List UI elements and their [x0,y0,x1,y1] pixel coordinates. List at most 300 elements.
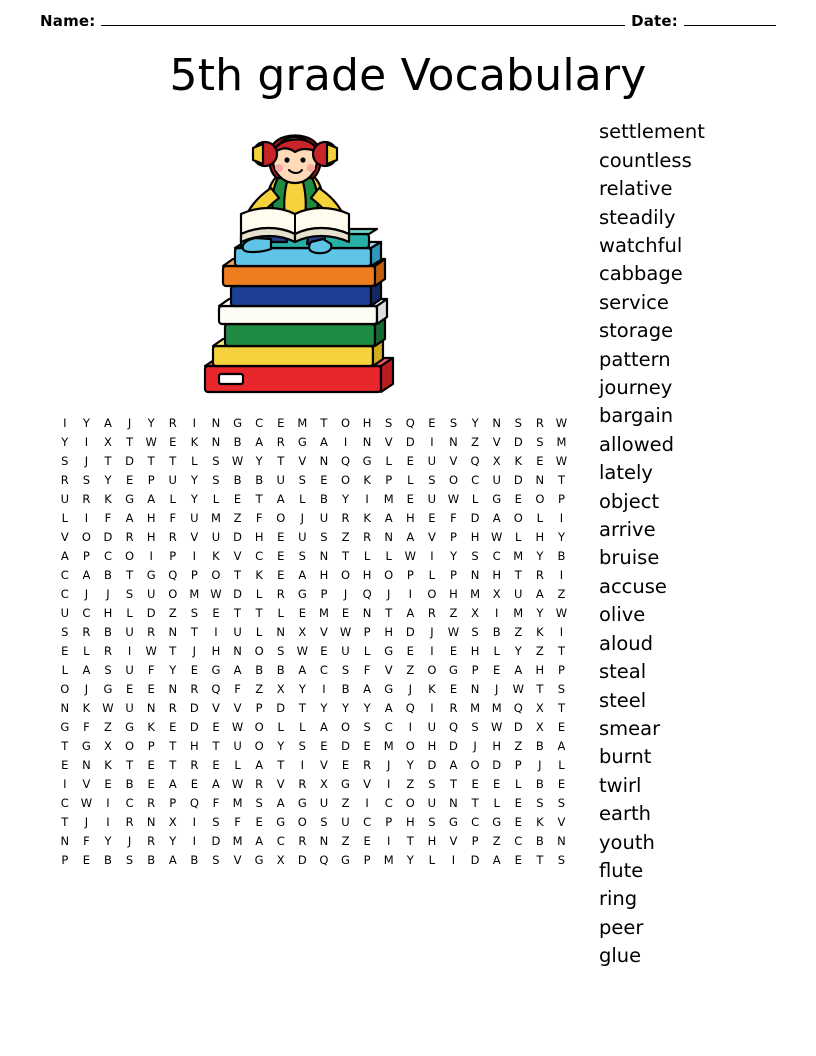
grid-cell[interactable]: B [492,625,501,640]
grid-cell[interactable]: C [82,606,91,621]
grid-cell[interactable]: A [125,511,134,526]
grid-cell[interactable]: V [60,530,69,545]
grid-cell[interactable]: V [449,834,458,849]
grid-cell[interactable]: E [277,416,285,431]
grid-cell[interactable]: U [341,644,350,659]
grid-cell[interactable]: T [104,454,112,469]
grid-cell[interactable]: T [61,815,69,830]
grid-cell[interactable]: W [145,644,157,659]
grid-cell[interactable]: L [61,663,68,678]
grid-cell[interactable]: A [104,416,112,431]
grid-cell[interactable]: S [536,796,544,811]
grid-cell[interactable]: G [297,435,307,450]
grid-cell[interactable]: N [168,682,178,697]
grid-cell[interactable]: J [84,682,89,697]
grid-cell[interactable]: R [125,530,134,545]
grid-cell[interactable]: R [535,568,544,583]
grid-cell[interactable]: N [319,454,329,469]
grid-cell[interactable]: K [255,568,263,583]
grid-cell[interactable]: E [147,682,155,697]
grid-cell[interactable]: G [254,853,264,868]
grid-cell[interactable]: A [255,758,264,773]
grid-cell[interactable]: N [60,701,70,716]
grid-cell[interactable]: I [430,549,434,564]
grid-cell[interactable]: I [387,777,391,792]
grid-cell[interactable]: I [84,435,89,450]
grid-cell[interactable]: O [276,511,286,526]
grid-cell[interactable]: Y [169,834,177,849]
grid-cell[interactable]: J [106,587,110,602]
grid-cell[interactable]: T [514,568,522,583]
grid-cell[interactable]: E [493,777,501,792]
grid-cell[interactable]: G [449,815,458,830]
grid-cell[interactable]: J [127,416,132,431]
grid-cell[interactable]: C [492,549,501,564]
grid-cell[interactable]: K [190,435,199,450]
grid-cell[interactable]: R [147,834,156,849]
grid-cell[interactable]: V [190,530,199,545]
grid-cell[interactable]: D [513,435,523,450]
word-list-item[interactable]: twirl [599,773,642,797]
grid-cell[interactable]: B [557,549,566,564]
grid-cell[interactable]: L [61,511,68,526]
grid-cell[interactable]: G [233,416,242,431]
grid-cell[interactable]: F [169,511,177,526]
grid-cell[interactable]: M [189,587,200,602]
grid-cell[interactable]: M [470,587,481,602]
grid-cell[interactable]: O [297,815,307,830]
grid-cell[interactable]: G [125,720,135,735]
grid-cell[interactable]: H [427,739,437,754]
grid-cell[interactable]: Q [319,853,329,868]
grid-cell[interactable]: D [146,606,156,621]
grid-cell[interactable]: B [319,492,328,507]
grid-cell[interactable]: I [365,492,369,507]
grid-cell[interactable]: F [255,511,263,526]
grid-cell[interactable]: K [104,758,112,773]
grid-cell[interactable]: D [427,758,437,773]
grid-cell[interactable]: W [210,587,222,602]
grid-cell[interactable]: B [190,853,199,868]
grid-cell[interactable]: P [385,473,393,488]
grid-cell[interactable]: Z [341,530,350,545]
grid-cell[interactable]: T [234,606,242,621]
grid-cell[interactable]: N [211,416,221,431]
grid-cell[interactable]: S [557,796,566,811]
grid-cell[interactable]: C [255,416,264,431]
grid-cell[interactable]: K [212,549,220,564]
grid-cell[interactable]: Y [190,473,198,488]
grid-cell[interactable]: C [319,663,328,678]
grid-cell[interactable]: O [254,739,264,754]
grid-cell[interactable]: G [103,682,113,697]
grid-cell[interactable]: E [493,663,501,678]
grid-cell[interactable]: V [557,815,566,830]
grid-cell[interactable]: P [471,663,479,678]
grid-cell[interactable]: C [60,587,69,602]
grid-cell[interactable]: A [212,777,220,792]
grid-cell[interactable]: L [536,511,544,526]
grid-cell[interactable]: D [189,720,199,735]
grid-cell[interactable]: T [190,625,198,640]
word-list-item[interactable]: earth [599,802,651,826]
grid-cell[interactable]: A [82,568,91,583]
grid-cell[interactable]: X [104,739,112,754]
word-list-item[interactable]: burnt [599,745,652,769]
grid-cell[interactable]: L [212,492,220,507]
grid-cell[interactable]: A [535,587,544,602]
grid-cell[interactable]: A [492,853,501,868]
grid-cell[interactable]: D [211,834,221,849]
grid-cell[interactable]: S [320,530,328,545]
grid-cell[interactable]: Y [61,435,69,450]
grid-cell[interactable]: V [384,435,393,450]
grid-cell[interactable]: P [61,853,69,868]
grid-cell[interactable]: U [427,454,437,469]
grid-cell[interactable]: E [320,739,328,754]
word-list-item[interactable]: smear [599,716,661,740]
grid-cell[interactable]: J [84,587,89,602]
grid-cell[interactable]: E [514,853,522,868]
grid-cell[interactable]: B [233,473,242,488]
grid-cell[interactable]: E [471,777,479,792]
word-list-item[interactable]: steadily [599,205,676,229]
grid-cell[interactable]: Q [405,416,415,431]
grid-cell[interactable]: E [449,644,458,659]
word-search-grid[interactable] [40,416,585,867]
grid-cell[interactable]: Z [557,587,566,602]
grid-cell[interactable]: D [233,530,242,545]
grid-cell[interactable]: P [450,530,457,545]
grid-cell[interactable]: W [490,530,503,545]
grid-cell[interactable]: L [363,644,371,659]
grid-cell[interactable]: I [322,682,326,697]
grid-cell[interactable]: R [168,701,177,716]
grid-cell[interactable]: H [405,511,415,526]
grid-cell[interactable]: O [125,549,135,564]
grid-cell[interactable]: V [384,663,393,678]
grid-cell[interactable]: E [363,834,371,849]
grid-cell[interactable]: I [106,796,110,811]
grid-cell[interactable]: R [168,530,177,545]
grid-cell[interactable]: N [470,682,480,697]
grid-cell[interactable]: L [471,492,479,507]
grid-cell[interactable]: R [82,625,91,640]
grid-cell[interactable]: V [319,758,328,773]
grid-cell[interactable]: L [277,720,284,735]
grid-cell[interactable]: J [387,758,391,773]
grid-cell[interactable]: O [340,720,351,735]
grid-cell[interactable]: U [190,511,199,526]
grid-cell[interactable]: E [341,758,350,773]
grid-cell[interactable]: T [169,454,177,469]
grid-cell[interactable]: T [126,758,134,773]
grid-cell[interactable]: U [427,796,437,811]
grid-cell[interactable]: O [427,587,437,602]
grid-cell[interactable]: I [63,777,67,792]
grid-cell[interactable]: U [492,473,501,488]
grid-cell[interactable]: Y [406,853,414,868]
grid-cell[interactable]: J [84,815,89,830]
grid-cell[interactable]: R [276,435,285,450]
grid-cell[interactable]: R [168,416,177,431]
grid-cell[interactable]: W [512,682,524,697]
grid-cell[interactable]: C [60,796,69,811]
grid-cell[interactable]: E [298,606,306,621]
grid-cell[interactable]: Y [536,549,544,564]
grid-cell[interactable]: S [428,473,436,488]
grid-cell[interactable]: I [408,587,412,602]
grid-cell[interactable]: E [514,492,522,507]
grid-cell[interactable]: N [82,758,91,773]
grid-cell[interactable]: M [383,492,394,507]
grid-cell[interactable]: R [147,796,156,811]
grid-cell[interactable]: G [60,720,70,735]
grid-cell[interactable]: T [277,454,285,469]
grid-cell[interactable]: U [60,606,69,621]
grid-cell[interactable]: D [103,530,113,545]
grid-cell[interactable]: E [428,416,436,431]
grid-cell[interactable]: M [470,701,481,716]
grid-cell[interactable]: U [319,511,329,526]
grid-cell[interactable]: J [473,739,477,754]
grid-cell[interactable]: U [125,701,134,716]
grid-cell[interactable]: M [383,739,394,754]
grid-cell[interactable]: W [490,720,503,735]
grid-cell[interactable]: I [192,416,197,431]
grid-cell[interactable]: M [491,701,502,716]
grid-cell[interactable]: Z [233,511,242,526]
grid-cell[interactable]: V [82,777,91,792]
grid-cell[interactable]: H [405,815,415,830]
grid-cell[interactable]: Y [536,606,544,621]
grid-cell[interactable]: E [104,777,112,792]
grid-cell[interactable]: B [255,663,264,678]
grid-cell[interactable]: I [149,549,153,564]
grid-cell[interactable]: Y [342,701,350,716]
grid-cell[interactable]: R [341,511,350,526]
grid-cell[interactable]: H [362,416,372,431]
grid-cell[interactable]: E [277,549,285,564]
grid-cell[interactable]: G [384,644,394,659]
grid-cell[interactable]: T [557,701,565,716]
grid-cell[interactable]: U [125,625,134,640]
grid-cell[interactable]: S [449,416,458,431]
grid-cell[interactable]: Y [449,549,457,564]
grid-cell[interactable]: H [535,530,545,545]
grid-cell[interactable]: N [535,473,545,488]
grid-cell[interactable]: C [514,834,523,849]
grid-cell[interactable]: E [190,663,198,678]
grid-cell[interactable]: E [320,473,328,488]
grid-cell[interactable]: H [103,606,113,621]
grid-cell[interactable]: U [298,530,307,545]
grid-cell[interactable]: T [169,739,177,754]
grid-cell[interactable]: G [81,739,91,754]
grid-cell[interactable]: E [61,758,69,773]
grid-cell[interactable]: Y [514,644,522,659]
grid-cell[interactable]: A [557,739,566,754]
grid-cell[interactable]: K [363,511,371,526]
grid-cell[interactable]: U [211,530,221,545]
grid-cell[interactable]: I [300,758,305,773]
grid-cell[interactable]: P [514,758,522,773]
grid-cell[interactable]: N [146,815,156,830]
grid-cell[interactable]: F [363,663,371,678]
word-list-item[interactable]: arrive [599,518,656,542]
grid-cell[interactable]: U [125,663,134,678]
grid-cell[interactable]: G [211,663,221,678]
grid-cell[interactable]: N [449,796,458,811]
grid-cell[interactable]: I [408,720,412,735]
grid-cell[interactable]: S [363,720,371,735]
grid-cell[interactable]: D [492,758,502,773]
grid-cell[interactable]: Y [190,492,198,507]
grid-cell[interactable]: Y [169,663,177,678]
grid-cell[interactable]: D [405,435,415,450]
grid-cell[interactable]: I [106,815,110,830]
grid-cell[interactable]: J [430,625,434,640]
grid-cell[interactable]: H [427,834,437,849]
grid-cell[interactable]: Y [298,682,306,697]
grid-cell[interactable]: G [492,492,502,507]
grid-cell[interactable]: B [147,853,156,868]
grid-cell[interactable]: T [277,758,285,773]
grid-cell[interactable]: O [340,473,351,488]
grid-cell[interactable]: E [557,720,566,735]
grid-cell[interactable]: R [298,834,307,849]
grid-cell[interactable]: E [147,777,155,792]
grid-cell[interactable]: I [387,834,391,849]
grid-cell[interactable]: H [470,530,480,545]
grid-cell[interactable]: I [430,435,434,450]
grid-cell[interactable]: T [385,606,393,621]
grid-cell[interactable]: X [471,606,480,621]
grid-cell[interactable]: K [514,454,523,469]
grid-cell[interactable]: O [340,416,351,431]
grid-cell[interactable]: W [80,796,93,811]
grid-cell[interactable]: W [555,454,568,469]
grid-cell[interactable]: T [169,644,177,659]
grid-cell[interactable]: S [125,853,134,868]
name-write-line[interactable] [101,25,625,26]
word-list-item[interactable]: olive [599,603,646,627]
grid-cell[interactable]: R [298,777,307,792]
grid-cell[interactable]: V [319,625,328,640]
grid-cell[interactable]: X [276,853,285,868]
grid-cell[interactable]: E [147,758,155,773]
grid-cell[interactable]: X [492,587,501,602]
grid-cell[interactable]: E [514,815,522,830]
grid-cell[interactable]: J [192,644,197,659]
grid-cell[interactable]: Z [406,777,415,792]
grid-cell[interactable]: H [362,568,372,583]
grid-cell[interactable]: S [471,549,479,564]
grid-cell[interactable]: J [538,758,542,773]
grid-cell[interactable]: W [231,720,244,735]
grid-cell[interactable]: G [492,815,502,830]
word-list-item[interactable]: aloud [599,631,654,655]
grid-cell[interactable]: S [514,416,522,431]
grid-cell[interactable]: P [82,549,90,564]
grid-cell[interactable]: V [212,701,220,716]
grid-cell[interactable]: N [384,530,393,545]
grid-cell[interactable]: D [233,587,242,602]
grid-cell[interactable]: S [471,625,479,640]
grid-cell[interactable]: L [83,644,90,659]
grid-cell[interactable]: J [387,587,391,602]
grid-cell[interactable]: M [318,606,329,621]
grid-cell[interactable]: L [234,758,241,773]
grid-cell[interactable]: C [384,796,393,811]
grid-cell[interactable]: W [404,549,416,564]
grid-cell[interactable]: T [234,568,242,583]
grid-cell[interactable]: E [557,777,566,792]
grid-cell[interactable]: T [61,739,69,754]
grid-cell[interactable]: S [320,815,328,830]
grid-cell[interactable]: V [427,530,436,545]
grid-cell[interactable]: N [492,416,501,431]
grid-cell[interactable]: S [212,454,220,469]
grid-cell[interactable]: C [276,834,285,849]
grid-cell[interactable]: P [450,568,457,583]
grid-cell[interactable]: Q [362,587,372,602]
grid-cell[interactable]: E [190,777,198,792]
grid-cell[interactable]: G [125,492,135,507]
grid-cell[interactable]: L [385,549,392,564]
grid-cell[interactable]: D [276,701,286,716]
grid-cell[interactable]: T [557,644,565,659]
grid-cell[interactable]: S [557,682,566,697]
grid-cell[interactable]: U [168,473,177,488]
grid-cell[interactable]: X [298,625,307,640]
grid-cell[interactable]: O [81,530,91,545]
grid-cell[interactable]: N [319,834,329,849]
grid-cell[interactable]: M [513,606,524,621]
grid-cell[interactable]: A [255,834,264,849]
grid-cell[interactable]: P [385,815,393,830]
grid-cell[interactable]: O [405,739,415,754]
grid-cell[interactable]: T [126,568,134,583]
grid-cell[interactable]: E [363,739,371,754]
grid-cell[interactable]: U [427,492,437,507]
grid-cell[interactable]: D [341,739,350,754]
grid-cell[interactable]: P [255,701,263,716]
word-list-item[interactable]: countless [599,148,692,172]
word-list-item[interactable]: bruise [599,546,660,570]
grid-cell[interactable]: R [427,606,436,621]
grid-cell[interactable]: A [298,568,307,583]
grid-cell[interactable]: U [514,587,523,602]
grid-cell[interactable]: E [341,606,350,621]
grid-cell[interactable]: N [557,834,566,849]
grid-cell[interactable]: A [384,511,393,526]
grid-cell[interactable]: T [471,796,479,811]
grid-cell[interactable]: I [451,853,456,868]
grid-cell[interactable]: E [406,492,414,507]
grid-cell[interactable]: D [125,454,134,469]
grid-cell[interactable]: M [556,435,567,450]
grid-cell[interactable]: D [513,720,523,735]
grid-cell[interactable]: S [277,644,285,659]
grid-cell[interactable]: L [255,625,263,640]
word-list-item[interactable]: lately [599,461,653,485]
grid-cell[interactable]: T [126,435,134,450]
grid-cell[interactable]: X [492,454,501,469]
grid-cell[interactable]: G [362,454,372,469]
grid-cell[interactable]: I [430,644,434,659]
grid-cell[interactable]: E [428,511,436,526]
